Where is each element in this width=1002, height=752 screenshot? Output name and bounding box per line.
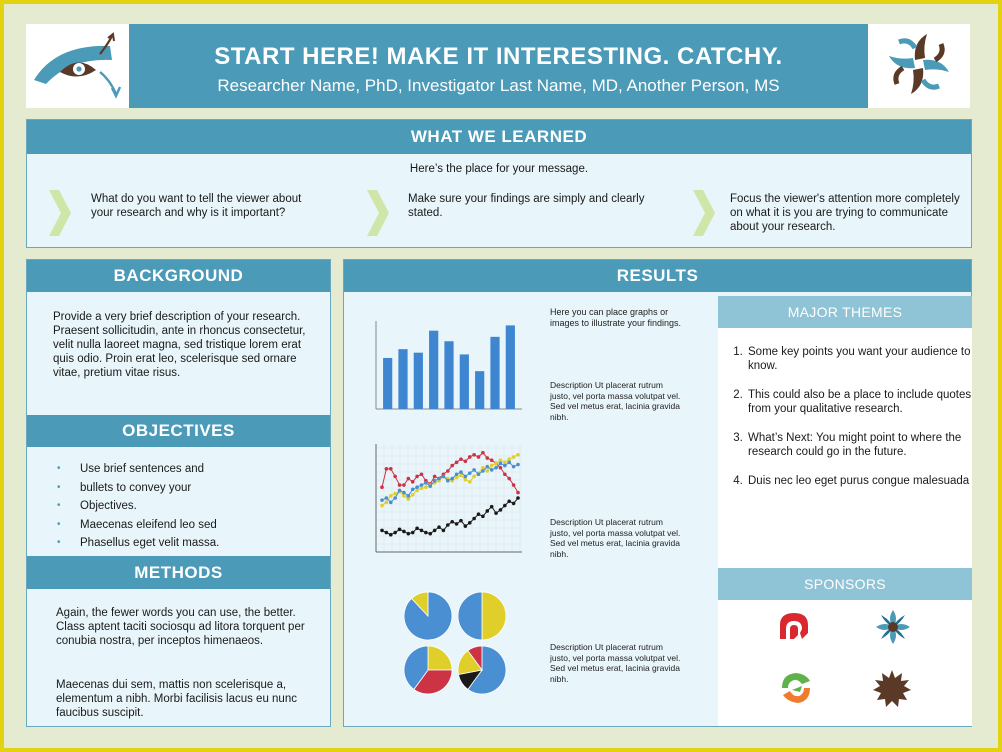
theme-item: 2. This could also be a place to include quotes from your qualitative research. bbox=[746, 389, 972, 416]
data-point bbox=[494, 466, 498, 470]
learned-heading: WHAT WE LEARNED bbox=[27, 120, 971, 154]
poster-authors: Researcher Name, PhD, Investigator Last Name, MD, Another Person, MS bbox=[217, 76, 780, 95]
data-point bbox=[415, 526, 419, 530]
data-point bbox=[393, 496, 397, 500]
bar bbox=[490, 337, 499, 409]
objectives-heading: OBJECTIVES bbox=[27, 415, 330, 447]
data-point bbox=[494, 462, 498, 466]
data-point bbox=[389, 494, 393, 498]
data-point bbox=[459, 457, 463, 461]
results-heading: RESULTS bbox=[344, 260, 971, 292]
bar bbox=[475, 371, 484, 409]
data-point bbox=[485, 469, 489, 473]
theme-item: 4. Duis nec leo eget purus congue malesuada bbox=[746, 475, 972, 489]
data-point bbox=[516, 463, 520, 467]
data-point bbox=[477, 512, 481, 516]
data-point bbox=[424, 485, 428, 489]
eye-logo-icon bbox=[26, 24, 129, 108]
data-point bbox=[516, 491, 520, 495]
data-point bbox=[442, 529, 446, 533]
data-point bbox=[481, 469, 485, 473]
results-description-3: Description Ut placerat rutrum justo, vel porta massa volutpat vel. Sed vel metus erat, lacinia gravida nibh. bbox=[550, 642, 681, 684]
data-point bbox=[499, 466, 503, 470]
data-point bbox=[499, 508, 503, 512]
data-point bbox=[433, 475, 437, 479]
data-point bbox=[402, 530, 406, 534]
data-point bbox=[503, 461, 507, 465]
data-point bbox=[499, 462, 503, 466]
data-point bbox=[411, 488, 415, 492]
data-point bbox=[459, 470, 463, 474]
data-point bbox=[455, 472, 459, 476]
data-point bbox=[415, 475, 419, 479]
data-point bbox=[468, 480, 472, 484]
sponsor-blue-flower-icon bbox=[874, 608, 912, 646]
data-point bbox=[490, 505, 494, 509]
data-point bbox=[503, 472, 507, 476]
learned-point-1: What do you want to tell the viewer about your research and why is it important? bbox=[91, 193, 302, 219]
data-point bbox=[420, 529, 424, 533]
data-point bbox=[507, 461, 511, 465]
methods-heading: METHODS bbox=[27, 556, 330, 589]
data-point bbox=[472, 453, 476, 457]
series-line bbox=[382, 453, 518, 493]
data-point bbox=[464, 459, 468, 463]
data-point bbox=[494, 511, 498, 515]
learned-point-2: Make sure your findings are simply and clearly stated. bbox=[408, 193, 645, 219]
data-point bbox=[464, 478, 468, 482]
data-point bbox=[398, 528, 402, 532]
data-point bbox=[512, 465, 516, 469]
data-point bbox=[516, 496, 520, 500]
data-point bbox=[393, 475, 397, 479]
data-point bbox=[428, 532, 432, 536]
learned-panel bbox=[26, 119, 972, 248]
bar bbox=[444, 341, 453, 409]
sponsor-green-orange-icon bbox=[776, 668, 816, 708]
data-point bbox=[407, 494, 411, 498]
objective-item: • Objectives. bbox=[53, 497, 313, 516]
data-point bbox=[503, 464, 507, 468]
data-point bbox=[402, 483, 406, 487]
data-point bbox=[411, 531, 415, 535]
data-point bbox=[485, 465, 489, 469]
chevron-right-icon bbox=[367, 190, 389, 236]
left-column bbox=[26, 259, 331, 727]
themes-heading: MAJOR THEMES bbox=[718, 296, 972, 328]
data-point bbox=[415, 485, 419, 489]
data-point bbox=[420, 483, 424, 487]
data-point bbox=[446, 469, 450, 473]
data-point bbox=[507, 499, 511, 503]
data-point bbox=[420, 486, 424, 490]
objective-item: • Maecenas eleifend leo sed bbox=[53, 516, 313, 535]
data-point bbox=[385, 531, 389, 535]
data-point bbox=[472, 517, 476, 521]
data-point bbox=[385, 496, 389, 500]
data-point bbox=[411, 493, 415, 497]
data-point bbox=[437, 525, 441, 529]
data-point bbox=[503, 504, 507, 508]
line-chart bbox=[372, 440, 524, 557]
results-description-1: Description Ut placerat rutrum justo, vel porta massa volutpat vel. Sed vel metus erat, lacinia gravida nibh. bbox=[550, 380, 681, 422]
sponsor-brown-star-icon bbox=[872, 668, 912, 708]
data-point bbox=[437, 477, 441, 481]
data-point bbox=[450, 520, 454, 524]
chevron-right-icon bbox=[693, 190, 715, 236]
learned-point-3: Focus the viewer's attention more completely on what it is you are trying to communicate about your research. bbox=[730, 193, 960, 233]
data-point bbox=[411, 480, 415, 484]
data-point bbox=[485, 509, 489, 513]
data-point bbox=[398, 483, 402, 487]
data-point bbox=[490, 468, 494, 472]
data-point bbox=[380, 529, 384, 533]
data-point bbox=[512, 502, 516, 506]
results-description-2: Description Ut placerat rutrum justo, vel porta massa volutpat vel. Sed vel metus erat, lacinia gravida nibh. bbox=[550, 517, 681, 559]
data-point bbox=[477, 472, 481, 476]
objectives-list bbox=[53, 460, 313, 553]
left-logo bbox=[26, 24, 129, 108]
results-panel bbox=[343, 259, 972, 727]
data-point bbox=[472, 468, 476, 472]
data-point bbox=[380, 504, 384, 508]
objective-item: • Phasellus eget velit massa. bbox=[53, 534, 313, 553]
background-text: Provide a very brief description of your research. Praesent sollicitudin, ante in rhoncus consectetur, velit nulla laoreet magna, sed tristique lorem erat quis odio. Proin erat leo, scelerisque sed ornare vitae, pretium vitae risus. bbox=[53, 311, 306, 379]
data-point bbox=[516, 453, 520, 457]
bar bbox=[398, 349, 407, 409]
bar bbox=[414, 353, 423, 409]
data-point bbox=[402, 494, 406, 498]
data-point bbox=[485, 456, 489, 460]
poster-title: START HERE! MAKE IT INTERESTING. CATCHY. bbox=[214, 43, 783, 70]
poster bbox=[4, 4, 998, 748]
pie-slice bbox=[458, 592, 482, 640]
data-point bbox=[499, 458, 503, 462]
data-point bbox=[385, 467, 389, 471]
themes-list bbox=[718, 346, 972, 489]
methods-paragraph-2: Maecenas dui sem, mattis non scelerisque a, elementum a nibh. Morbi facilisis lacus eu nunc faucibus suscipit. bbox=[56, 679, 297, 719]
data-point bbox=[398, 489, 402, 493]
data-point bbox=[424, 531, 428, 535]
background-heading: BACKGROUND bbox=[27, 260, 330, 292]
data-point bbox=[490, 458, 494, 462]
series-line bbox=[382, 498, 518, 535]
results-sidebar bbox=[718, 296, 972, 726]
pie-slice bbox=[482, 592, 506, 640]
data-point bbox=[455, 522, 459, 526]
bar bbox=[460, 354, 469, 409]
data-point bbox=[450, 477, 454, 481]
learned-intro: Here’s the place for your message. bbox=[409, 163, 589, 175]
results-intro: Here you can place graphs or images to illustrate your findings. bbox=[550, 307, 682, 328]
bar bbox=[383, 358, 392, 409]
data-point bbox=[420, 472, 424, 476]
theme-item: 1. Some key points you want your audience to know. bbox=[746, 346, 972, 373]
right-logo bbox=[868, 24, 970, 108]
data-point bbox=[490, 464, 494, 468]
data-point bbox=[450, 464, 454, 468]
data-point bbox=[464, 524, 468, 528]
data-point bbox=[464, 475, 468, 479]
data-point bbox=[468, 455, 472, 459]
data-point bbox=[389, 501, 393, 505]
pie-slice bbox=[428, 646, 452, 670]
swirl-logo-icon bbox=[868, 24, 970, 108]
title-band bbox=[129, 24, 868, 108]
data-point bbox=[380, 485, 384, 489]
objective-item: • bullets to convey your bbox=[53, 479, 313, 498]
bar bbox=[506, 325, 515, 409]
data-point bbox=[389, 467, 393, 471]
data-point bbox=[428, 484, 432, 488]
data-point bbox=[380, 498, 384, 502]
data-point bbox=[389, 533, 393, 537]
data-point bbox=[455, 461, 459, 465]
data-point bbox=[402, 491, 406, 495]
data-point bbox=[459, 474, 463, 478]
data-point bbox=[446, 523, 450, 527]
data-point bbox=[507, 457, 511, 461]
data-point bbox=[433, 479, 437, 483]
methods-paragraph-1: Again, the fewer words you can use, the better. Class aptent taciti sociosqu ad litora torquent per conubia nostra, per inceptos himenaeos. bbox=[56, 607, 305, 647]
data-point bbox=[481, 451, 485, 455]
data-point bbox=[472, 475, 476, 479]
theme-item: 3. What’s Next: You might point to where the research could go in the future. bbox=[746, 432, 972, 459]
data-point bbox=[446, 479, 450, 483]
data-point bbox=[407, 497, 411, 501]
data-point bbox=[512, 483, 516, 487]
data-point bbox=[415, 489, 419, 493]
data-point bbox=[468, 521, 472, 525]
data-point bbox=[385, 501, 389, 505]
data-point bbox=[468, 471, 472, 475]
sponsors-heading: SPONSORS bbox=[718, 568, 972, 600]
data-point bbox=[459, 519, 463, 523]
chevron-right-icon bbox=[49, 190, 71, 236]
bar bbox=[429, 331, 438, 409]
data-point bbox=[407, 532, 411, 536]
data-point bbox=[407, 477, 411, 481]
sponsor-red-icon bbox=[776, 609, 812, 643]
bar-chart bbox=[372, 317, 524, 414]
data-point bbox=[393, 531, 397, 535]
data-point bbox=[442, 475, 446, 479]
data-point bbox=[507, 477, 511, 481]
data-point bbox=[433, 529, 437, 533]
data-point bbox=[424, 481, 428, 485]
data-point bbox=[512, 455, 516, 459]
data-point bbox=[455, 476, 459, 480]
data-point bbox=[481, 515, 485, 519]
pie-charts bbox=[402, 590, 514, 702]
data-point bbox=[477, 455, 481, 459]
objective-item: • Use brief sentences and bbox=[53, 460, 313, 479]
data-point bbox=[481, 466, 485, 470]
